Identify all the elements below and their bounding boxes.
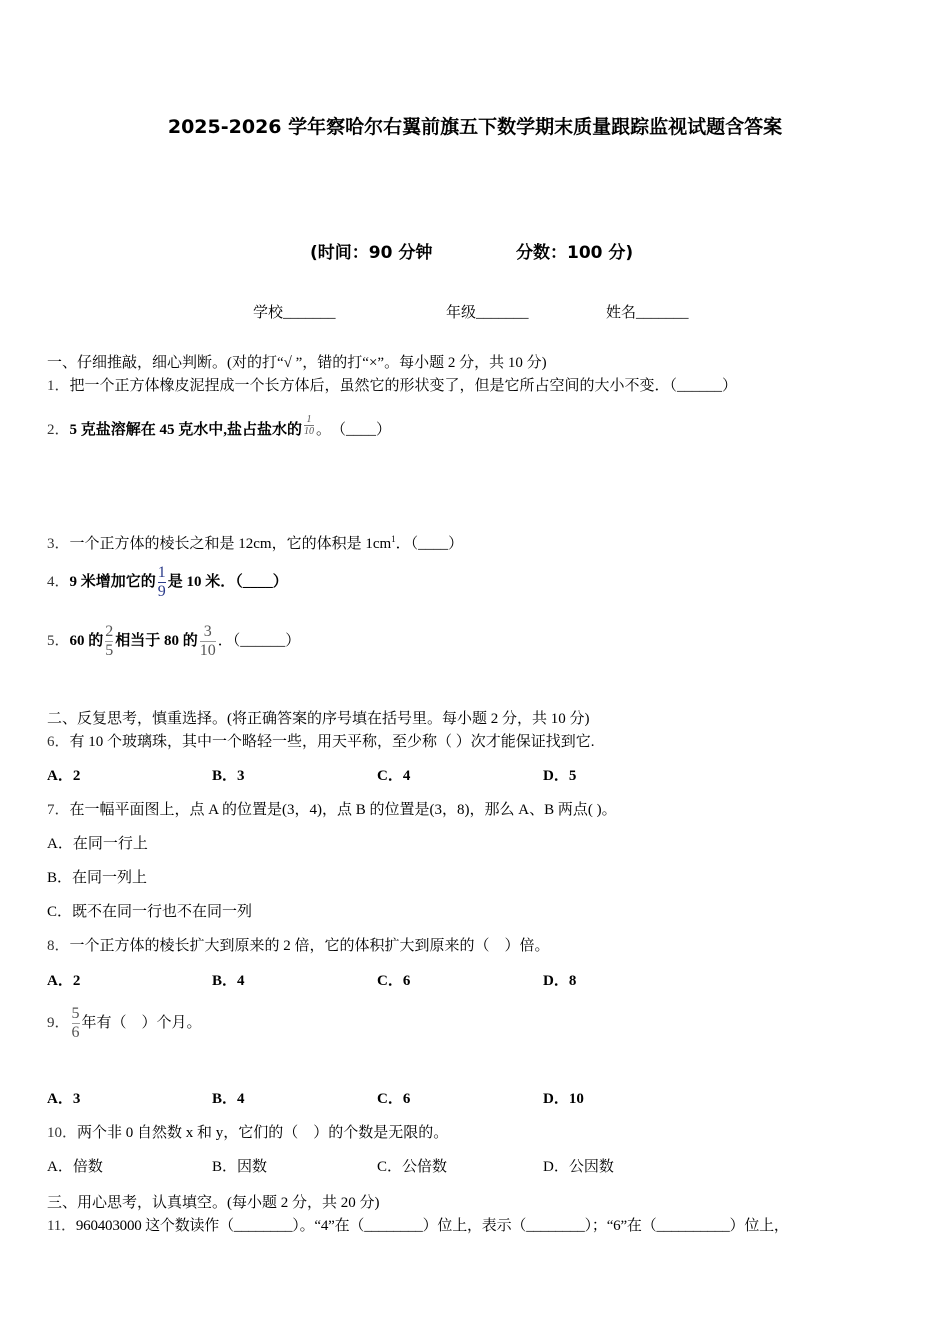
question-2: [47, 414, 392, 443]
question-number: 8．: [47, 938, 70, 954]
question-text: 有 10 个玻璃珠，其中一个略轻一些，用天平称，至少称（ ）次才能保证找到它.: [69, 734, 595, 750]
option: A．在同一行上: [47, 836, 148, 852]
option: C．6: [377, 1091, 411, 1107]
question-number: 10．: [47, 1125, 78, 1141]
question-text: 9 米增加它的: [69, 573, 156, 590]
question-text-tail: ．（______）: [217, 632, 301, 649]
option: B．因数: [212, 1159, 268, 1175]
question-11: [47, 1216, 789, 1236]
question-text: 在一幅平面图上，点 A 的位置是(3，4)，点 B 的位置是(3，8)，那么 A、B 两点( )。: [69, 802, 617, 818]
school-field: 学校_______: [253, 305, 336, 321]
question-number: 7．: [47, 802, 70, 818]
fraction-numerator: 3: [203, 623, 212, 640]
question-number: 6．: [47, 734, 70, 750]
question-number: 2．: [47, 422, 70, 438]
fraction-denominator: 10: [304, 426, 315, 437]
question-text: 年有（ ）个月。: [81, 1014, 202, 1031]
fraction: [158, 564, 166, 601]
question-number: 5．: [47, 632, 70, 649]
option: D．公因数: [543, 1159, 614, 1175]
score-label: 分数：100 分): [516, 243, 634, 263]
question-text: 把一个正方体橡皮泥捏成一个长方体后，虽然它的形状变了，但是它所占空间的大小不变．（______）: [69, 378, 738, 394]
fraction: [304, 414, 314, 437]
fraction: [105, 623, 113, 660]
option: C．公倍数: [377, 1159, 448, 1175]
fraction-numerator: 1: [157, 564, 166, 581]
question-5: [47, 623, 300, 660]
fraction: [200, 623, 216, 660]
question-text-tail: ．（____）: [395, 536, 464, 552]
question-text: 60 的: [69, 632, 104, 649]
question-text: 两个非 0 自然数 x 和 y，它们的（ ）的个数是无限的。: [77, 1125, 449, 1141]
fraction-denominator: 6: [71, 1024, 80, 1041]
question-8: [47, 936, 550, 956]
question-1: [47, 376, 737, 396]
fraction-numerator: 1: [306, 414, 312, 425]
section-2-heading: 二、反复思考，慎重选择。(将正确答案的序号填在括号里。每小题 2 分，共 10 分): [47, 711, 590, 727]
question-number: 4．: [47, 573, 70, 590]
option: A．倍数: [47, 1159, 103, 1175]
option: D．10: [543, 1091, 584, 1107]
question-3: [47, 529, 463, 554]
question-text-mid: 相当于 80 的: [115, 632, 198, 649]
option: A．3: [47, 1091, 81, 1107]
page-title: 2025-2026 学年察哈尔右翼前旗五下数学期末质量跟踪监视试题含答案: [167, 116, 783, 138]
question-10: [47, 1123, 448, 1143]
question-number: 3．: [47, 536, 70, 552]
question-4: [47, 564, 288, 601]
question-text: 一个正方体的棱长扩大到原来的 2 倍，它的体积扩大到原来的（ ）倍。: [69, 938, 550, 954]
option: A．2: [47, 973, 81, 989]
name-field: 姓名_______: [606, 305, 689, 321]
question-9: [47, 1005, 202, 1042]
question-6: [47, 732, 595, 752]
question-7: [47, 800, 617, 820]
superscript: 1: [391, 534, 396, 544]
option: D．8: [543, 973, 577, 989]
option: B．在同一列上: [47, 870, 148, 886]
option: A．2: [47, 768, 81, 784]
grade-field: 年级_______: [446, 305, 529, 321]
fraction-numerator: 5: [71, 1005, 80, 1022]
section-1-heading: 一、仔细推敲，细心判断。(对的打“√ ”，错的打“×”。每小题 2 分，共 10 分): [47, 355, 547, 371]
question-text: 5 克盐溶解在 45 克水中,盐占盐水的: [69, 422, 303, 438]
fraction: [72, 1005, 80, 1042]
question-text-tail: 。 （____）: [316, 422, 392, 438]
fraction-denominator: 10: [199, 642, 216, 659]
fraction-denominator: 5: [105, 642, 114, 659]
option: C．既不在同一行也不在同一列: [47, 904, 253, 920]
question-number: 1．: [47, 378, 70, 394]
option: B．4: [212, 973, 245, 989]
question-text: 一个正方体的棱长之和是 12cm，它的体积是 1cm: [69, 536, 392, 552]
question-text-tail: 是 10 米．（____）: [167, 573, 288, 590]
question-number: 9．: [47, 1014, 70, 1031]
question-text: 960403000 这个数读作（________）。“4”在（________）位上，表示（________）；“6”在（__________）位上，: [75, 1218, 789, 1234]
fraction-denominator: 9: [157, 583, 166, 600]
time-label: (时间：90 分钟: [310, 243, 433, 263]
option: B．3: [212, 768, 245, 784]
option: C．6: [377, 973, 411, 989]
option: D．5: [543, 768, 577, 784]
section-3-heading: 三、用心思考，认真填空。(每小题 2 分，共 20 分): [47, 1195, 380, 1211]
option: C．4: [377, 768, 411, 784]
fraction-numerator: 2: [105, 623, 114, 640]
option: B．4: [212, 1091, 245, 1107]
question-number: 11．: [47, 1218, 76, 1234]
